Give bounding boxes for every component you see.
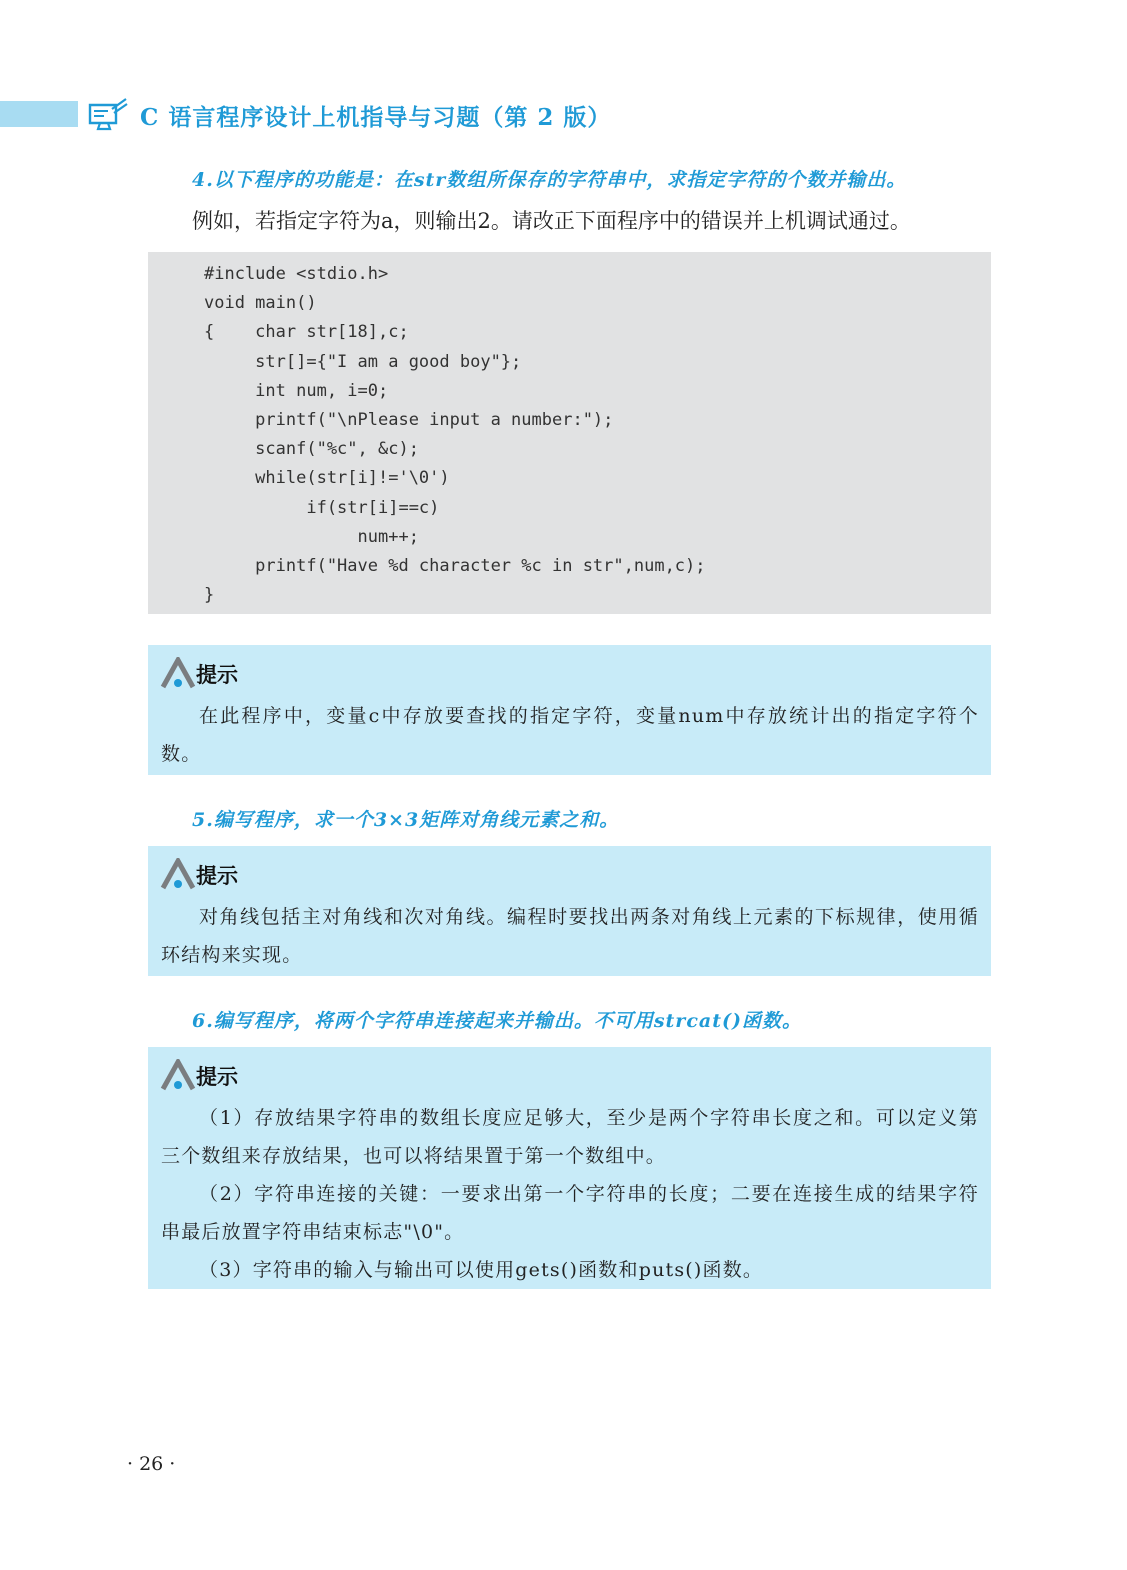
warning-triangle-icon <box>160 1059 196 1091</box>
hint-label: 提示 <box>196 1065 238 1089</box>
hint-label: 提示 <box>196 663 238 687</box>
hint-label: 提示 <box>196 864 238 888</box>
hint-box-3 <box>148 1047 991 1289</box>
hint-body <box>161 898 979 974</box>
hint-paragraph-1: （1）存放结果字符串的数组长度应足够大，至少是两个字符串长度之和。可以定义第三个数组来存放结果，也可以将结果置于第一个数组中。 <box>161 1107 979 1167</box>
hint-paragraph-2: （2）字符串连接的关键：一要求出第一个字符串的长度；二要在连接生成的结果字符串最后放置字符串结束标志"\0"。 <box>161 1183 979 1243</box>
hint-paragraph-3: （3）字符串的输入与输出可以使用gets()函数和puts()函数。 <box>199 1259 764 1281</box>
hint-body <box>161 1099 979 1289</box>
hint-paragraph: 在此程序中，变量c中存放要查找的指定字符，变量num中存放统计出的指定字符个数。 <box>161 705 979 765</box>
hint-box-1 <box>148 645 991 775</box>
hint-paragraph: 对角线包括主对角线和次对角线。编程时要找出两条对角线上元素的下标规律，使用循环结构来实现。 <box>161 906 979 966</box>
code-block <box>148 252 991 614</box>
hint-body <box>161 697 979 773</box>
computer-monitor-icon <box>86 97 128 131</box>
question-5-title: 5.编写程序，求一个3×3矩阵对角线元素之和。 <box>192 809 620 831</box>
warning-triangle-icon <box>160 858 196 890</box>
header-bar <box>0 101 78 127</box>
hint-box-2 <box>148 846 991 976</box>
question-6-title: 6.编写程序，将两个字符串连接起来并输出。不可用strcat()函数。 <box>192 1010 802 1032</box>
code-text: #include <stdio.h> void main() { char str[18],c; str[]={"I am a good boy"}; int num, i=0; printf("\nPlease input a number:"); scanf("%c", &c); while(str[i]!='\0') if(str[i]==c) num++; printf("Have %d character %c in str",num,c); } <box>204 264 706 606</box>
header-title: C 语言程序设计上机指导与习题（第 2 版） <box>140 104 612 131</box>
warning-triangle-icon <box>160 657 196 689</box>
page-number: · 26 · <box>127 1453 176 1475</box>
question-4-title: 4.以下程序的功能是：在str数组所保存的字符串中，求指定字符的个数并输出。 <box>192 169 907 191</box>
question-4-text: 例如，若指定字符为a，则输出2。请改正下面程序中的错误并上机调试通过。 <box>192 209 911 233</box>
